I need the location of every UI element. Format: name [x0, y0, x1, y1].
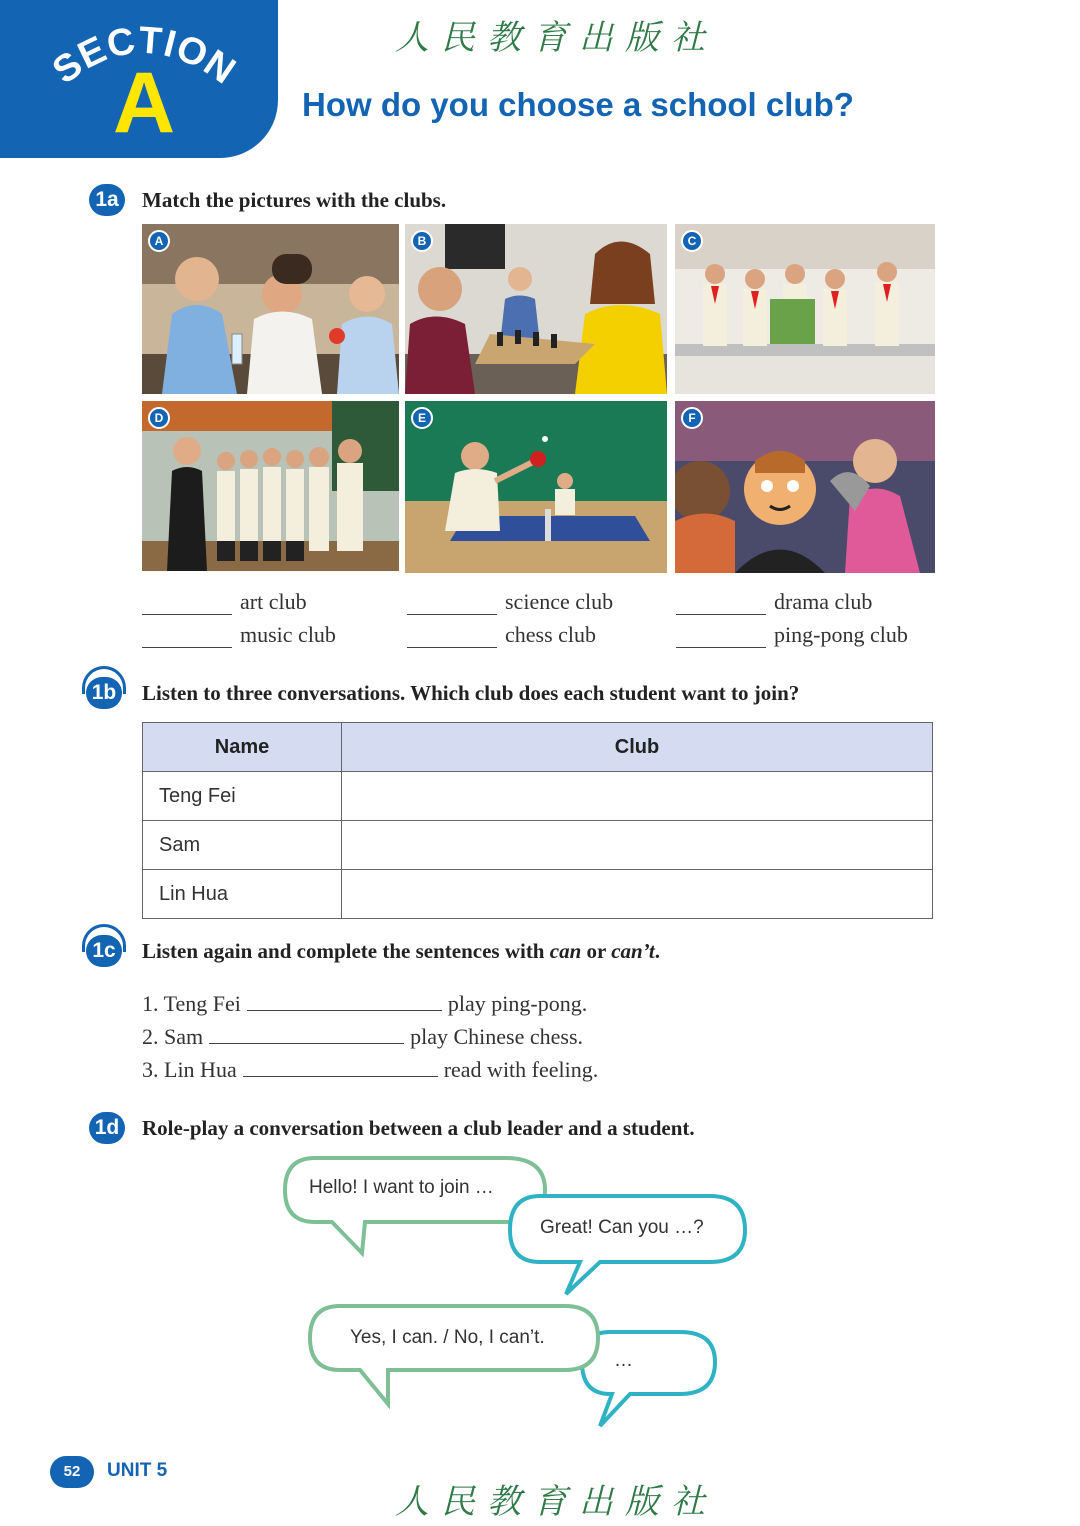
activity-badge-1a: 1a [89, 184, 125, 216]
photo-label-c: C [681, 230, 703, 252]
table-cell-name: Lin Hua [143, 870, 342, 919]
table-header-club: Club [342, 723, 933, 772]
table-row [143, 821, 933, 870]
photo-d [142, 401, 399, 571]
table-cell-name: Sam [143, 821, 342, 870]
club-label: drama club [774, 589, 873, 614]
club-label: art club [240, 589, 307, 614]
answer-blank[interactable] [407, 627, 497, 648]
club-table [142, 722, 933, 919]
photo-c [675, 224, 935, 394]
instruction-text: Listen again and complete the sentences with [142, 939, 550, 963]
section-word: SECTION [45, 22, 244, 93]
match-item-science [407, 589, 613, 615]
club-label: ping-pong club [774, 622, 908, 647]
answer-blank[interactable] [142, 594, 232, 615]
publisher-watermark-top: 人民教育出版社 [395, 18, 717, 58]
photo-e [405, 401, 667, 573]
sentence-subject: Teng Fei [163, 991, 241, 1016]
section-letter: A [112, 55, 176, 151]
face-painting-photo [675, 401, 935, 573]
sentence-3 [142, 1056, 598, 1083]
instruction-cant: can’t [611, 939, 655, 963]
instruction-1a: Match the pictures with the clubs. [142, 188, 447, 212]
instruction-text: or [581, 939, 612, 963]
ping-pong-photo [405, 401, 667, 573]
chess-game-photo [405, 224, 667, 394]
sentence-subject: Sam [164, 1024, 204, 1049]
choir-singing-photo [142, 401, 399, 571]
speech-bubble-3 [310, 1306, 598, 1404]
sentence-number: 2. [142, 1024, 159, 1049]
photo-label-a: A [148, 230, 170, 252]
match-item-drama [676, 589, 872, 615]
instruction-1c [142, 939, 660, 964]
activity-badge-1b [86, 677, 122, 709]
sentence-rest: read with feeling. [443, 1057, 599, 1082]
photo-a [142, 224, 399, 394]
sentence-1 [142, 990, 587, 1017]
sentence-subject: Lin Hua [164, 1057, 237, 1082]
instruction-1d: Role-play a conversation between a club leader and a student. [142, 1116, 695, 1140]
sentence-rest: play ping-pong. [447, 991, 588, 1016]
publisher-watermark-bottom: 人民教育出版社 [395, 1482, 717, 1522]
table-cell-club[interactable] [342, 772, 933, 821]
instruction-can: can [549, 939, 582, 963]
sentence-rest: play Chinese chess. [410, 1024, 584, 1049]
photo-label-f: F [681, 407, 703, 429]
club-label: music club [240, 622, 336, 647]
photo-f [675, 401, 935, 573]
answer-blank[interactable] [676, 627, 766, 648]
bubble-text-3: Yes, I can. / No, I can’t. [350, 1327, 545, 1348]
activity-number: 1c [92, 939, 116, 962]
speech-bubble-2 [510, 1196, 745, 1294]
photo-label-e: E [411, 407, 433, 429]
table-cell-club[interactable] [342, 870, 933, 919]
instruction-1b: Listen to three conversations. Which club does each student want to join? [142, 681, 800, 705]
sentence-blank[interactable] [209, 1023, 404, 1044]
match-item-music [142, 622, 336, 648]
activity-number: 1b [91, 681, 117, 704]
club-label: chess club [505, 622, 597, 647]
unit-label: UNIT 5 [107, 1460, 168, 1481]
match-item-art [142, 589, 307, 615]
sentence-2 [142, 1023, 583, 1050]
answer-blank[interactable] [142, 627, 232, 648]
table-cell-name: Teng Fei [143, 772, 342, 821]
photo-label-b: B [411, 230, 433, 252]
answer-blank[interactable] [407, 594, 497, 615]
answer-blank[interactable] [676, 594, 766, 615]
photo-b [405, 224, 667, 394]
science-lab-photo [142, 224, 399, 394]
speech-bubble-4 [582, 1332, 715, 1426]
table-header-name: Name [143, 723, 342, 772]
art-model-photo [675, 224, 935, 394]
page-number: 52 [50, 1456, 94, 1488]
activity-badge-1c [86, 935, 122, 967]
headphones-icon [82, 666, 126, 694]
headphones-icon [82, 924, 126, 952]
photo-label-d: D [148, 407, 170, 429]
sentence-blank[interactable] [247, 990, 442, 1011]
bubble-text-1: Hello! I want to join … [309, 1177, 494, 1198]
sentence-number: 1. [142, 991, 159, 1016]
page-title: How do you choose a school club? [302, 86, 854, 123]
table-row [143, 870, 933, 919]
match-item-ping-pong [676, 622, 908, 648]
sentence-number: 3. [142, 1057, 159, 1082]
match-item-chess [407, 622, 596, 648]
bubble-text-4: … [614, 1350, 633, 1371]
table-cell-club[interactable] [342, 821, 933, 870]
speech-bubble-1 [285, 1158, 545, 1253]
instruction-text: . [654, 939, 661, 963]
bubble-text-2: Great! Can you …? [540, 1217, 704, 1238]
table-row [143, 772, 933, 821]
sentence-blank[interactable] [243, 1056, 438, 1077]
club-label: science club [505, 589, 614, 614]
activity-badge-1d: 1d [89, 1112, 125, 1144]
